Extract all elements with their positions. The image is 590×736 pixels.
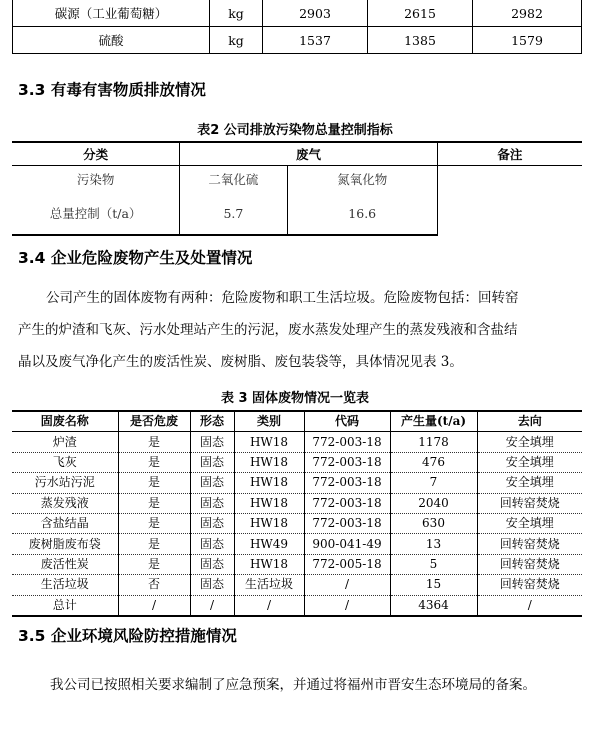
- materials-table: [12, 0, 582, 54]
- table3-caption: 表 3 固体废物情况一览表: [220, 391, 370, 406]
- table3-total-cell: /: [118, 595, 190, 616]
- table3-cell: 772-003-18: [304, 452, 390, 472]
- materials-cell: 1579: [473, 27, 582, 54]
- table3-cell: 废树脂废布袋: [12, 534, 118, 554]
- table3-cell: HW18: [234, 513, 304, 533]
- table2-remarks-cell: [437, 166, 582, 236]
- paragraph-line: 晶以及废气净化产生的废活性炭、废树脂、废包装袋等，具体情况见表 3。: [18, 354, 463, 370]
- table3-cell: 772-003-18: [304, 493, 390, 513]
- table3-cell: 含盐结晶: [12, 513, 118, 533]
- table3-cell: 固态: [190, 452, 234, 472]
- section-3-5-heading: 3.5 企业环境风险防控措施情况: [18, 627, 237, 645]
- materials-cell: 1385: [368, 27, 473, 54]
- table3-row: [12, 473, 582, 493]
- materials-cell: 碳源（工业葡萄糖）: [13, 0, 210, 27]
- table3-cell: 772-003-18: [304, 432, 390, 452]
- table3-header-cell: 去向: [477, 411, 582, 432]
- table3-cell: 1178: [390, 432, 477, 452]
- materials-cell: 2615: [368, 0, 473, 27]
- table3-cell: 否: [118, 575, 190, 595]
- table3-cell: 固态: [190, 493, 234, 513]
- table3-cell: 蒸发残液: [12, 493, 118, 513]
- table3-cell: 630: [390, 513, 477, 533]
- materials-cell: 1537: [263, 27, 368, 54]
- table3-row: [12, 432, 582, 452]
- table2-nox-value: 16.6: [287, 192, 437, 235]
- table2-header-waste-gas: 废气: [180, 142, 438, 166]
- pollutant-total-table: [12, 141, 582, 236]
- table3-header-cell: 形态: [190, 411, 234, 432]
- table3-cell: 5: [390, 554, 477, 574]
- table3-total-cell: /: [477, 595, 582, 616]
- table3-cell: 生活垃圾: [234, 575, 304, 595]
- table3-cell: 固态: [190, 432, 234, 452]
- table3-row: [12, 452, 582, 472]
- table3-cell: 安全填埋: [477, 432, 582, 452]
- materials-row: [13, 27, 582, 54]
- table3-header-cell: 是否危废: [118, 411, 190, 432]
- table3-cell: 2040: [390, 493, 477, 513]
- table3-cell: HW18: [234, 554, 304, 574]
- materials-cell: kg: [210, 0, 263, 27]
- table3-total-cell: /: [304, 595, 390, 616]
- table2-header-category: 分类: [12, 142, 180, 166]
- table3-cell: 476: [390, 452, 477, 472]
- table3-cell: 安全填埋: [477, 452, 582, 472]
- table3-cell: 污水站污泥: [12, 473, 118, 493]
- table3-cell: 900-041-49: [304, 534, 390, 554]
- table2-nox-label: 氮氧化物: [287, 166, 437, 193]
- table3-cell: 飞灰: [12, 452, 118, 472]
- table3-cell: 固态: [190, 575, 234, 595]
- table2-so2-value: 5.7: [180, 192, 287, 235]
- table3-cell: 是: [118, 534, 190, 554]
- table3-total-cell: 总计: [12, 595, 118, 616]
- materials-cell: kg: [210, 27, 263, 54]
- table3-row: [12, 513, 582, 533]
- paragraph-line: 产生的炉渣和飞灰、污水处理站产生的污泥，废水蒸发处理产生的蒸发残液和含盐结: [18, 322, 518, 338]
- table3-header-cell: 产生量(t/a): [390, 411, 477, 432]
- section-3-4-heading: 3.4 企业危险废物产生及处置情况: [18, 249, 253, 267]
- table3-cell: 13: [390, 534, 477, 554]
- table3-cell: 炉渣: [12, 432, 118, 452]
- table3-cell: 是: [118, 452, 190, 472]
- table2-so2-label: 二氧化硫: [180, 166, 287, 193]
- table3-total-cell: /: [234, 595, 304, 616]
- table3-cell: 15: [390, 575, 477, 595]
- materials-cell: 2982: [473, 0, 582, 27]
- table3-row: [12, 554, 582, 574]
- table3-cell: 固态: [190, 554, 234, 574]
- table3-cell: 是: [118, 473, 190, 493]
- table3-cell: 废活性炭: [12, 554, 118, 574]
- table3-header-cell: 类别: [234, 411, 304, 432]
- section-3-5-paragraph: 我公司已按照相关要求编制了应急预案，并通过将福州市晋安生态环境局的备案。: [50, 677, 536, 693]
- table2-pollutant-label: 污染物: [76, 172, 115, 187]
- section-3-3-heading: 3.3 有毒有害物质排放情况: [18, 81, 206, 99]
- materials-row: [13, 0, 582, 27]
- table2-total-label: 总量控制（t/a）: [12, 192, 180, 235]
- table3-header-row: [12, 411, 582, 432]
- table3-total-cell: /: [190, 595, 234, 616]
- table3-cell: 安全填埋: [477, 513, 582, 533]
- table3-cell: HW18: [234, 493, 304, 513]
- table3-row: [12, 575, 582, 595]
- table3-cell: 固态: [190, 534, 234, 554]
- table3-cell: 772-003-18: [304, 513, 390, 533]
- table3-cell: 是: [118, 513, 190, 533]
- solid-waste-table: [12, 410, 582, 617]
- table3-cell: HW18: [234, 473, 304, 493]
- table2-header-remarks: 备注: [437, 142, 582, 166]
- table3-cell: 772-003-18: [304, 473, 390, 493]
- table3-cell: 回转窑焚烧: [477, 575, 582, 595]
- table2-caption: 表2 公司排放污染物总量控制指标: [197, 123, 393, 138]
- table3-total-row: [12, 595, 582, 616]
- table3-cell: 7: [390, 473, 477, 493]
- materials-cell: 2903: [263, 0, 368, 27]
- table3-cell: 生活垃圾: [12, 575, 118, 595]
- table3-cell: 是: [118, 432, 190, 452]
- table3-header-cell: 代码: [304, 411, 390, 432]
- table3-cell: 安全填埋: [477, 473, 582, 493]
- table3-cell: 回转窑焚烧: [477, 554, 582, 574]
- paragraph-line: 公司产生的固体废物有两种：危险废物和职工生活垃圾。危险废物包括：回转窑: [46, 290, 519, 306]
- table3-cell: 固态: [190, 513, 234, 533]
- table3-cell: 772-005-18: [304, 554, 390, 574]
- table3-cell: 固态: [190, 473, 234, 493]
- table3-row: [12, 534, 582, 554]
- table3-cell: 回转窑焚烧: [477, 493, 582, 513]
- table3-total-cell: 4364: [390, 595, 477, 616]
- materials-cell: 硫酸: [13, 27, 210, 54]
- table3-cell: HW49: [234, 534, 304, 554]
- table3-row: [12, 493, 582, 513]
- table3-cell: HW18: [234, 452, 304, 472]
- table3-cell: 回转窑焚烧: [477, 534, 582, 554]
- table3-cell: HW18: [234, 432, 304, 452]
- section-3-4-paragraph: [18, 282, 578, 378]
- table3-cell: /: [304, 575, 390, 595]
- table3-header-cell: 固废名称: [12, 411, 118, 432]
- table3-cell: 是: [118, 554, 190, 574]
- table3-cell: 是: [118, 493, 190, 513]
